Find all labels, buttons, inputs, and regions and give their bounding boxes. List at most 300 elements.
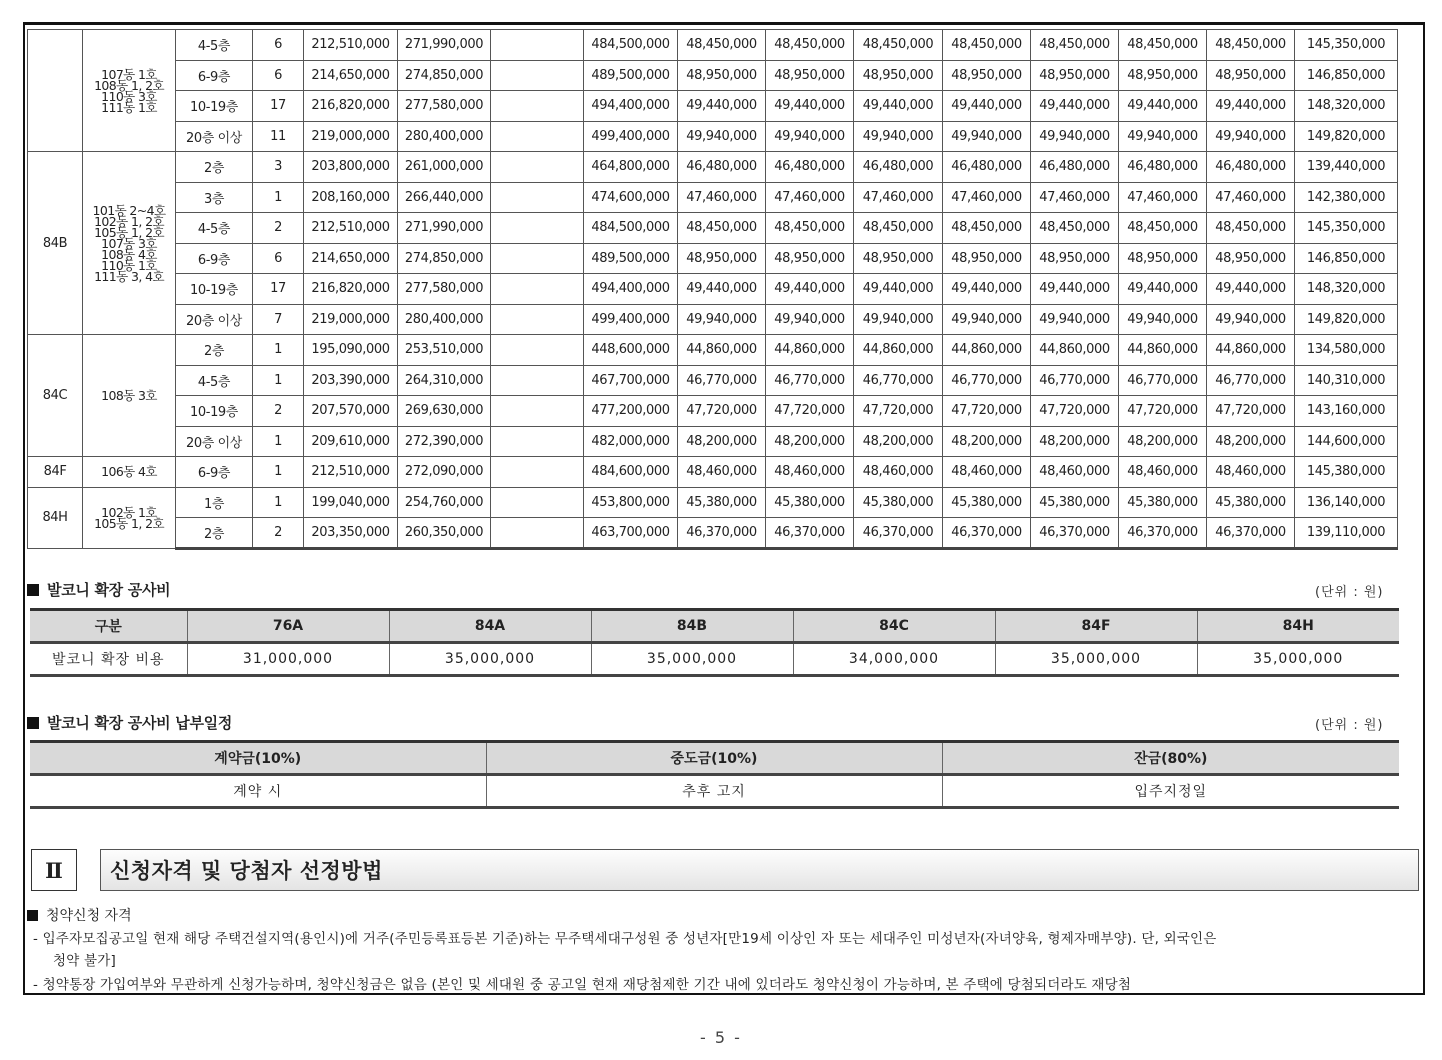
- installment-7-cell: 48,450,000: [1207, 30, 1295, 61]
- price-table: [27, 29, 1398, 550]
- blank-cell-cell: [491, 426, 584, 457]
- installment-4-cell: 45,380,000: [943, 487, 1031, 518]
- balcony-cost-header-cell: 84A: [389, 610, 591, 643]
- installment-1-cell: 45,380,000: [678, 487, 766, 518]
- blank-cell-cell: [491, 274, 584, 305]
- installment-6-cell: 46,370,000: [1119, 518, 1207, 549]
- building-price-cell: 277,580,000: [398, 274, 491, 305]
- total-price-cell: 494,400,000: [584, 274, 678, 305]
- installment-4-cell: 49,940,000: [943, 304, 1031, 335]
- installment-1-cell: 48,450,000: [678, 213, 766, 244]
- installment-6-cell: 49,940,000: [1119, 304, 1207, 335]
- dong-line: 101동 2~4호: [92, 202, 166, 218]
- installment-2-cell: 49,940,000: [766, 304, 854, 335]
- installment-3-cell: 45,380,000: [854, 487, 943, 518]
- balcony-cost-heading: 발코니 확장 공사비: [27, 579, 170, 600]
- installment-6-cell: 48,450,000: [1119, 213, 1207, 244]
- balcony-cost-value-cell: 35,000,000: [591, 643, 793, 676]
- installment-3-cell: 46,480,000: [854, 152, 943, 183]
- table-row: [28, 365, 1398, 396]
- installment-7-cell: 47,720,000: [1207, 396, 1295, 427]
- installment-6-cell: 47,460,000: [1119, 182, 1207, 213]
- unit-count-cell: 7: [253, 304, 304, 335]
- installment-5-cell: 48,950,000: [1031, 60, 1119, 91]
- installment-5-cell: 47,720,000: [1031, 396, 1119, 427]
- land-price-cell: 216,820,000: [304, 91, 398, 122]
- balcony-cost-header-cell: 76A: [187, 610, 389, 643]
- unit-count-cell: 6: [253, 60, 304, 91]
- blank-cell-cell: [491, 365, 584, 396]
- page-number: - 5 -: [700, 1028, 742, 1047]
- installment-1-cell: 49,940,000: [678, 121, 766, 152]
- installment-5-cell: 48,450,000: [1031, 30, 1119, 61]
- floor-cell: 10-19층: [176, 91, 253, 122]
- unit-count-cell: 17: [253, 274, 304, 305]
- building-price-cell: 254,760,000: [398, 487, 491, 518]
- land-price-cell: 212,510,000: [304, 30, 398, 61]
- installment-7-cell: 48,460,000: [1207, 457, 1295, 488]
- building-price-cell: 274,850,000: [398, 60, 491, 91]
- table-row: [28, 518, 1398, 549]
- land-price-cell: 195,090,000: [304, 335, 398, 366]
- dong-line: 111동 3, 4호: [94, 268, 164, 284]
- balance-price-cell: 145,350,000: [1295, 30, 1398, 61]
- dong-line: 110동 3호: [101, 88, 157, 104]
- installment-1-cell: 49,440,000: [678, 91, 766, 122]
- installment-2-cell: 48,450,000: [766, 30, 854, 61]
- table-row: [28, 30, 1398, 61]
- land-price-cell: 203,350,000: [304, 518, 398, 549]
- dong-line: 106동 4호: [101, 464, 157, 480]
- installment-4-cell: 49,940,000: [943, 121, 1031, 152]
- installment-5-cell: 46,770,000: [1031, 365, 1119, 396]
- balance-price-cell: 148,320,000: [1295, 91, 1398, 122]
- blank-cell-cell: [491, 121, 584, 152]
- blank-cell-cell: [491, 335, 584, 366]
- installment-6-cell: 48,200,000: [1119, 426, 1207, 457]
- unit-count-cell: 1: [253, 457, 304, 488]
- floor-cell: 20층 이상: [176, 121, 253, 152]
- unit-count-cell: 17: [253, 91, 304, 122]
- square-bullet-icon: [27, 717, 39, 729]
- installment-4-cell: 46,480,000: [943, 152, 1031, 183]
- floor-cell: 2층: [176, 335, 253, 366]
- installment-7-cell: 47,460,000: [1207, 182, 1295, 213]
- table-row: [28, 457, 1398, 488]
- unit-count-cell: 3: [253, 152, 304, 183]
- installment-5-cell: 46,370,000: [1031, 518, 1119, 549]
- floor-cell: 4-5층: [176, 30, 253, 61]
- dong-line: 108동 3호: [101, 388, 157, 403]
- land-price-cell: 199,040,000: [304, 487, 398, 518]
- land-price-cell: 214,650,000: [304, 60, 398, 91]
- table-row: [30, 610, 1399, 643]
- floor-cell: 4-5층: [176, 213, 253, 244]
- table-row: [28, 304, 1398, 335]
- dong-unit-cell: [83, 487, 176, 548]
- installment-3-cell: 48,460,000: [854, 457, 943, 488]
- balance-price-cell: 149,820,000: [1295, 304, 1398, 335]
- land-price-cell: 209,610,000: [304, 426, 398, 457]
- installment-1-cell: 46,480,000: [678, 152, 766, 183]
- installment-7-cell: 45,380,000: [1207, 487, 1295, 518]
- balcony-schedule-value-cell: 추후 고지: [486, 775, 942, 808]
- installment-7-cell: 48,450,000: [1207, 213, 1295, 244]
- total-price-cell: 463,700,000: [584, 518, 678, 549]
- table-row: [28, 91, 1398, 122]
- balcony-schedule-header-cell: 잔금(80%): [942, 742, 1399, 775]
- floor-cell: 20층 이상: [176, 426, 253, 457]
- total-price-cell: 494,400,000: [584, 91, 678, 122]
- housing-type-cell: [28, 30, 83, 152]
- balcony-schedule-unit: (단위 : 원): [1315, 718, 1384, 733]
- blank-cell-cell: [491, 518, 584, 549]
- installment-1-cell: 46,370,000: [678, 518, 766, 549]
- installment-5-cell: 49,940,000: [1031, 304, 1119, 335]
- installment-5-cell: 49,440,000: [1031, 91, 1119, 122]
- installment-4-cell: 48,460,000: [943, 457, 1031, 488]
- land-price-cell: 208,160,000: [304, 182, 398, 213]
- table-row: [28, 335, 1398, 366]
- housing-type-cell: 84H: [28, 487, 83, 548]
- dong-line: 105동 1, 2호: [94, 515, 164, 531]
- installment-3-cell: 49,440,000: [854, 274, 943, 305]
- installment-2-cell: 48,950,000: [766, 243, 854, 274]
- installment-2-cell: 49,440,000: [766, 91, 854, 122]
- unit-count-cell: 6: [253, 243, 304, 274]
- blank-cell-cell: [491, 396, 584, 427]
- unit-count-cell: 2: [253, 518, 304, 549]
- dong-unit-cell: [83, 457, 176, 488]
- balance-price-cell: 142,380,000: [1295, 182, 1398, 213]
- installment-1-cell: 48,450,000: [678, 30, 766, 61]
- balance-price-cell: 140,310,000: [1295, 365, 1398, 396]
- table-row: [28, 152, 1398, 183]
- installment-5-cell: 48,950,000: [1031, 243, 1119, 274]
- floor-cell: 4-5층: [176, 365, 253, 396]
- unit-count-cell: 1: [253, 426, 304, 457]
- page-frame: [23, 22, 1425, 995]
- unit-count-cell: 2: [253, 213, 304, 244]
- installment-2-cell: 45,380,000: [766, 487, 854, 518]
- balcony-schedule-header-cell: 계약금(10%): [30, 742, 486, 775]
- balcony-schedule-value-cell: 입주지정일: [942, 775, 1399, 808]
- building-price-cell: 274,850,000: [398, 243, 491, 274]
- installment-1-cell: 48,950,000: [678, 60, 766, 91]
- installment-6-cell: 49,440,000: [1119, 91, 1207, 122]
- installment-6-cell: 48,950,000: [1119, 243, 1207, 274]
- installment-6-cell: 48,460,000: [1119, 457, 1207, 488]
- total-price-cell: 499,400,000: [584, 304, 678, 335]
- installment-1-cell: 48,460,000: [678, 457, 766, 488]
- blank-cell-cell: [491, 91, 584, 122]
- building-price-cell: 264,310,000: [398, 365, 491, 396]
- housing-type-cell: 84F: [28, 457, 83, 488]
- installment-4-cell: 46,370,000: [943, 518, 1031, 549]
- balcony-cost-header-cell: 84B: [591, 610, 793, 643]
- balcony-cost-unit: (단위 : 원): [1315, 585, 1384, 600]
- dong-line: 111동 1호: [101, 99, 157, 115]
- installment-1-cell: 48,950,000: [678, 243, 766, 274]
- dong-unit-cell: [83, 335, 176, 457]
- dong-line: 107동 3호: [101, 235, 157, 251]
- dong-line: 102동 1, 2호: [94, 213, 164, 229]
- table-row: [30, 775, 1399, 808]
- total-price-cell: 484,600,000: [584, 457, 678, 488]
- building-price-cell: 271,990,000: [398, 30, 491, 61]
- floor-cell: 10-19층: [176, 396, 253, 427]
- balance-price-cell: 148,320,000: [1295, 274, 1398, 305]
- balcony-schedule-value-cell: 계약 시: [30, 775, 486, 808]
- land-price-cell: 216,820,000: [304, 274, 398, 305]
- installment-7-cell: 49,440,000: [1207, 274, 1295, 305]
- price-table-body: [28, 30, 1398, 549]
- installment-3-cell: 48,950,000: [854, 60, 943, 91]
- installment-1-cell: 47,460,000: [678, 182, 766, 213]
- installment-1-cell: 49,940,000: [678, 304, 766, 335]
- installment-5-cell: 45,380,000: [1031, 487, 1119, 518]
- total-price-cell: 448,600,000: [584, 335, 678, 366]
- housing-type-cell: 84B: [28, 152, 83, 335]
- balance-price-cell: 149,820,000: [1295, 121, 1398, 152]
- total-price-cell: 477,200,000: [584, 396, 678, 427]
- total-price-cell: 489,500,000: [584, 243, 678, 274]
- balance-price-cell: 139,440,000: [1295, 152, 1398, 183]
- installment-7-cell: 49,440,000: [1207, 91, 1295, 122]
- installment-4-cell: 48,950,000: [943, 243, 1031, 274]
- balance-price-cell: 146,850,000: [1295, 243, 1398, 274]
- installment-4-cell: 49,440,000: [943, 274, 1031, 305]
- installment-3-cell: 47,460,000: [854, 182, 943, 213]
- unit-count-cell: 11: [253, 121, 304, 152]
- floor-cell: 1층: [176, 487, 253, 518]
- installment-1-cell: 44,860,000: [678, 335, 766, 366]
- dong-unit-cell: [83, 152, 176, 335]
- installment-7-cell: 48,950,000: [1207, 243, 1295, 274]
- total-price-cell: 474,600,000: [584, 182, 678, 213]
- qualification-paragraph-2: - 청약통장 가입여부와 무관하게 신청가능하며, 청약신청금은 없음 (본인 및 세대원 중 공고일 현재 재당첨제한 기간 내에 있더라도 청약신청이 가능하며, 본 주택에 당첨되더라도 재당첨: [33, 977, 1132, 993]
- blank-cell-cell: [491, 304, 584, 335]
- installment-7-cell: 49,940,000: [1207, 304, 1295, 335]
- land-price-cell: 219,000,000: [304, 304, 398, 335]
- installment-7-cell: 46,770,000: [1207, 365, 1295, 396]
- installment-3-cell: 49,440,000: [854, 91, 943, 122]
- building-price-cell: 271,990,000: [398, 213, 491, 244]
- dong-line: 102동 1호: [101, 504, 157, 520]
- table-row: [28, 182, 1398, 213]
- installment-2-cell: 48,950,000: [766, 60, 854, 91]
- section-number: Ⅱ: [31, 849, 77, 891]
- installment-3-cell: 49,940,000: [854, 121, 943, 152]
- floor-cell: 2층: [176, 518, 253, 549]
- balance-price-cell: 134,580,000: [1295, 335, 1398, 366]
- installment-2-cell: 48,200,000: [766, 426, 854, 457]
- balcony-cost-header-cell: 84F: [995, 610, 1197, 643]
- installment-2-cell: 49,940,000: [766, 121, 854, 152]
- installment-2-cell: 48,450,000: [766, 213, 854, 244]
- total-price-cell: 467,700,000: [584, 365, 678, 396]
- floor-cell: 10-19층: [176, 274, 253, 305]
- balcony-cost-value-cell: 35,000,000: [389, 643, 591, 676]
- unit-count-cell: 1: [253, 365, 304, 396]
- installment-1-cell: 47,720,000: [678, 396, 766, 427]
- balcony-cost-header-cell: 84H: [1197, 610, 1399, 643]
- floor-cell: 6-9층: [176, 60, 253, 91]
- installment-2-cell: 44,860,000: [766, 335, 854, 366]
- installment-6-cell: 46,770,000: [1119, 365, 1207, 396]
- installment-4-cell: 44,860,000: [943, 335, 1031, 366]
- blank-cell-cell: [491, 30, 584, 61]
- installment-5-cell: 46,480,000: [1031, 152, 1119, 183]
- unit-count-cell: 2: [253, 396, 304, 427]
- installment-4-cell: 48,200,000: [943, 426, 1031, 457]
- installment-3-cell: 48,450,000: [854, 213, 943, 244]
- installment-2-cell: 46,480,000: [766, 152, 854, 183]
- square-bullet-icon: [27, 910, 38, 921]
- unit-count-cell: 1: [253, 335, 304, 366]
- balcony-schedule-heading: 발코니 확장 공사비 납부일정: [27, 712, 232, 733]
- installment-4-cell: 47,460,000: [943, 182, 1031, 213]
- building-price-cell: 260,350,000: [398, 518, 491, 549]
- installment-2-cell: 46,770,000: [766, 365, 854, 396]
- building-price-cell: 261,000,000: [398, 152, 491, 183]
- installment-2-cell: 48,460,000: [766, 457, 854, 488]
- installment-2-cell: 47,720,000: [766, 396, 854, 427]
- installment-4-cell: 48,950,000: [943, 60, 1031, 91]
- square-bullet-icon: [27, 584, 39, 596]
- installment-5-cell: 48,460,000: [1031, 457, 1119, 488]
- installment-2-cell: 49,440,000: [766, 274, 854, 305]
- installment-5-cell: 47,460,000: [1031, 182, 1119, 213]
- balcony-schedule-table: [30, 740, 1399, 809]
- land-price-cell: 219,000,000: [304, 121, 398, 152]
- total-price-cell: 453,800,000: [584, 487, 678, 518]
- installment-6-cell: 46,480,000: [1119, 152, 1207, 183]
- housing-type-cell: 84C: [28, 335, 83, 457]
- building-price-cell: 253,510,000: [398, 335, 491, 366]
- table-row: [28, 487, 1398, 518]
- qualification-paragraph-1: - 입주자모집공고일 현재 해당 주택건설지역(용인시)에 거주(주민등록표등본 기준)하는 무주택세대구성원 중 성년자[만19세 이상인 자 또는 세대주인 미성년자(자녀양육, 형제자매부양). 단, 외국인은 청약 불가]: [33, 931, 1217, 969]
- installment-1-cell: 48,200,000: [678, 426, 766, 457]
- balance-price-cell: 145,350,000: [1295, 213, 1398, 244]
- installment-6-cell: 48,950,000: [1119, 60, 1207, 91]
- installment-3-cell: 49,940,000: [854, 304, 943, 335]
- table-row: [28, 243, 1398, 274]
- floor-cell: 6-9층: [176, 243, 253, 274]
- installment-6-cell: 45,380,000: [1119, 487, 1207, 518]
- building-price-cell: 269,630,000: [398, 396, 491, 427]
- dong-line: 105동 1, 2호: [94, 224, 164, 240]
- balance-price-cell: 143,160,000: [1295, 396, 1398, 427]
- balcony-cost-header-cell: 구분: [30, 610, 187, 643]
- dong-line: 108동 4호: [101, 246, 157, 262]
- installment-3-cell: 48,450,000: [854, 30, 943, 61]
- total-price-cell: 484,500,000: [584, 213, 678, 244]
- building-price-cell: 280,400,000: [398, 121, 491, 152]
- blank-cell-cell: [491, 152, 584, 183]
- installment-3-cell: 48,950,000: [854, 243, 943, 274]
- dong-line: 110동 1호: [101, 257, 157, 273]
- land-price-cell: 203,800,000: [304, 152, 398, 183]
- installment-7-cell: 46,370,000: [1207, 518, 1295, 549]
- balance-price-cell: 139,110,000: [1295, 518, 1398, 549]
- building-price-cell: 277,580,000: [398, 91, 491, 122]
- balcony-schedule-header-cell: 중도금(10%): [486, 742, 942, 775]
- installment-3-cell: 44,860,000: [854, 335, 943, 366]
- unit-count-cell: 1: [253, 182, 304, 213]
- table-row: [28, 60, 1398, 91]
- installment-3-cell: 46,370,000: [854, 518, 943, 549]
- installment-7-cell: 49,940,000: [1207, 121, 1295, 152]
- installment-7-cell: 48,200,000: [1207, 426, 1295, 457]
- installment-4-cell: 47,720,000: [943, 396, 1031, 427]
- installment-6-cell: 44,860,000: [1119, 335, 1207, 366]
- table-row: [28, 121, 1398, 152]
- land-price-cell: 212,510,000: [304, 213, 398, 244]
- floor-cell: 6-9층: [176, 457, 253, 488]
- installment-4-cell: 48,450,000: [943, 213, 1031, 244]
- balance-price-cell: 136,140,000: [1295, 487, 1398, 518]
- balcony-cost-value-cell: 35,000,000: [995, 643, 1197, 676]
- installment-7-cell: 46,480,000: [1207, 152, 1295, 183]
- qualification-heading: 청약신청 자격: [27, 905, 132, 925]
- blank-cell-cell: [491, 243, 584, 274]
- total-price-cell: 499,400,000: [584, 121, 678, 152]
- building-price-cell: 272,090,000: [398, 457, 491, 488]
- installment-6-cell: 49,940,000: [1119, 121, 1207, 152]
- dong-unit-cell: [83, 30, 176, 152]
- balance-price-cell: 144,600,000: [1295, 426, 1398, 457]
- installment-3-cell: 48,200,000: [854, 426, 943, 457]
- installment-3-cell: 47,720,000: [854, 396, 943, 427]
- blank-cell-cell: [491, 487, 584, 518]
- blank-cell-cell: [491, 213, 584, 244]
- installment-6-cell: 47,720,000: [1119, 396, 1207, 427]
- blank-cell-cell: [491, 60, 584, 91]
- installment-1-cell: 49,440,000: [678, 274, 766, 305]
- blank-cell-cell: [491, 182, 584, 213]
- unit-count-cell: 1: [253, 487, 304, 518]
- total-price-cell: 464,800,000: [584, 152, 678, 183]
- floor-cell: 20층 이상: [176, 304, 253, 335]
- installment-3-cell: 46,770,000: [854, 365, 943, 396]
- table-row: [28, 396, 1398, 427]
- floor-cell: 3층: [176, 182, 253, 213]
- table-row: [30, 742, 1399, 775]
- installment-1-cell: 46,770,000: [678, 365, 766, 396]
- building-price-cell: 280,400,000: [398, 304, 491, 335]
- balcony-cost-value-cell: 35,000,000: [1197, 643, 1399, 676]
- dong-line: 108동 1, 2호: [94, 77, 164, 93]
- land-price-cell: 203,390,000: [304, 365, 398, 396]
- balance-price-cell: 145,380,000: [1295, 457, 1398, 488]
- table-row: [30, 643, 1399, 676]
- installment-4-cell: 48,450,000: [943, 30, 1031, 61]
- installment-6-cell: 48,450,000: [1119, 30, 1207, 61]
- installment-5-cell: 44,860,000: [1031, 335, 1119, 366]
- installment-2-cell: 46,370,000: [766, 518, 854, 549]
- installment-4-cell: 46,770,000: [943, 365, 1031, 396]
- balance-price-cell: 146,850,000: [1295, 60, 1398, 91]
- installment-2-cell: 47,460,000: [766, 182, 854, 213]
- installment-4-cell: 49,440,000: [943, 91, 1031, 122]
- building-price-cell: 266,440,000: [398, 182, 491, 213]
- land-price-cell: 212,510,000: [304, 457, 398, 488]
- installment-5-cell: 49,440,000: [1031, 274, 1119, 305]
- installment-5-cell: 48,450,000: [1031, 213, 1119, 244]
- section-title: 신청자격 및 당첨자 선정방법: [100, 849, 1419, 891]
- table-row: [28, 274, 1398, 305]
